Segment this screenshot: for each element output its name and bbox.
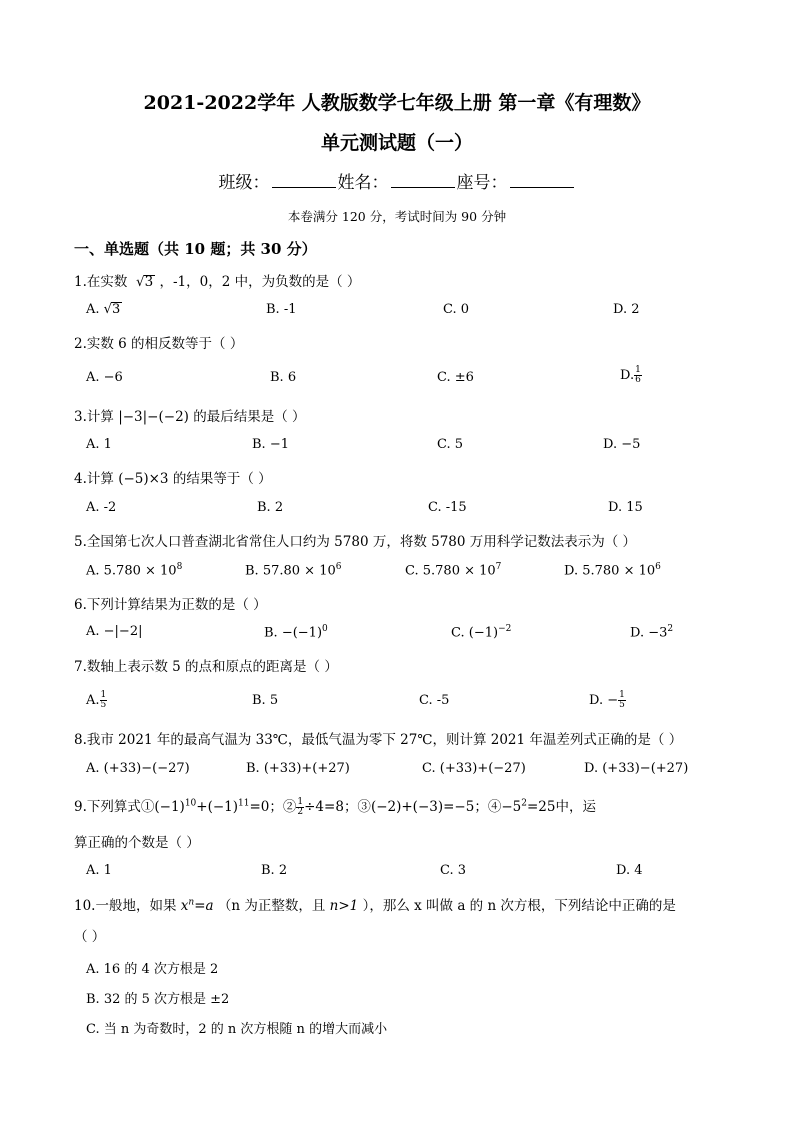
name-label: 姓名：: [337, 173, 389, 193]
q5-option-b[interactable]: B. $57.80 \times 10^6$: [245, 562, 342, 579]
q6-option-c[interactable]: C. $(-1)^{-2}$: [451, 624, 512, 641]
q9-option-d[interactable]: D. 4: [616, 863, 643, 878]
student-info-line: [0, 168, 794, 193]
q3-option-b[interactable]: B. −1: [252, 437, 289, 452]
question-1-stem: 1.在实数: [74, 274, 128, 290]
question-8: 8.我市 2021 年的最高气温为 33℃，最低气温为零下 27℃，则计算 2021 年温差列式正确的是（ ）: [74, 732, 683, 748]
q8-option-d[interactable]: D. (+33)−(+27): [584, 761, 689, 776]
q7-option-c[interactable]: C. -5: [419, 693, 450, 708]
q6-option-d[interactable]: D. $-3^2$: [630, 624, 674, 641]
q3-option-d[interactable]: D. −5: [603, 437, 641, 452]
q1-option-b[interactable]: B. -1: [266, 302, 297, 317]
exam-subtitle: 单元测试题（一）: [320, 132, 473, 154]
question-4: 4.计算 (−5)×3 的结果等于（ ）: [74, 471, 272, 487]
q4-option-d[interactable]: D. 15: [608, 500, 643, 515]
exam-info: 本卷满分 120 分，考试时间为 90 分钟: [287, 209, 507, 224]
question-5: 5.全国第七次人口普查湖北省常住人口约为 5780 万，将数 5780 万用科学记数法表示为（ ）: [74, 534, 637, 550]
seat-blank[interactable]: [510, 172, 574, 188]
section-title: 一、单选题（共 10 题；共 30 分）: [74, 240, 317, 258]
question-1: 1.在实数 √3 ，-1，0，2 中，为负数的是（ ）: [74, 274, 361, 290]
question-6: 6.下列计算结果为正数的是（ ）: [74, 597, 267, 613]
q3-expression: |−3|−(−2): [118, 409, 189, 425]
question-2: 2.实数 6 的相反数等于（ ）: [74, 336, 244, 352]
question-1-stem-end: ，-1，0，2 中，为负数的是（ ）: [159, 274, 361, 290]
sqrt-3: 3: [144, 274, 154, 290]
q4-option-c[interactable]: C. -15: [428, 500, 467, 515]
question-10-line-2: （ ）: [74, 929, 106, 945]
q6-option-a[interactable]: A. −|−2|: [86, 624, 143, 639]
q1-option-a[interactable]: A. √3: [86, 302, 121, 317]
q1-option-d[interactable]: D. 2: [613, 302, 640, 317]
q3-option-c[interactable]: C. 5: [437, 437, 464, 452]
q5-option-d[interactable]: D. $5.780 \times 10^6$: [564, 562, 661, 579]
q8-option-a[interactable]: A. (+33)−(−27): [86, 761, 190, 776]
class-label: 班级：: [218, 173, 270, 193]
name-blank[interactable]: [391, 172, 455, 188]
question-7: 7.数轴上表示数 5 的点和原点的距离是（ ）: [74, 659, 338, 675]
q1-option-c[interactable]: C. 0: [443, 302, 470, 317]
question-9-line-1: 9.下列算式$①(-1)^{10}+(-1)^{11}=0$；② $\frac{1}{2}$ ÷4=8；③(−2)+(−3)=−5；$④-5^2=25$中，运: [74, 797, 596, 817]
question-9-line-2: 算正确的个数是（ ）: [74, 835, 200, 851]
q4-option-b[interactable]: B. 2: [257, 500, 284, 515]
q9-option-c[interactable]: C. 3: [440, 863, 467, 878]
exam-title: 2021-2022学年 人教版数学七年级上册 第一章《有理数》: [143, 92, 651, 114]
q9-option-b[interactable]: B. 2: [261, 863, 288, 878]
question-10-line-1: 10.一般地，如果 $x^n=a$ （n 为正整数，且 n>1 ），那么 x 叫做 a 的 n 次方根，下列结论中正确的是: [74, 897, 676, 914]
q5-option-c[interactable]: C. $5.780 \times 10^7$: [405, 562, 502, 579]
question-3: 3.计算 |−3|−(−2) 的最后结果是（ ）: [74, 409, 306, 425]
q10-option-a[interactable]: A. 16 的 4 次方根是 2: [86, 962, 219, 977]
q7-option-b[interactable]: B. 5: [252, 693, 279, 708]
q2-option-d[interactable]: D. $\frac{1}{6}$: [620, 365, 641, 385]
q6-option-b[interactable]: B. $-(-1)^0$: [264, 624, 328, 641]
q2-option-b[interactable]: B. 6: [270, 370, 297, 385]
q2-option-c[interactable]: C. ±6: [437, 370, 474, 385]
q9-option-a[interactable]: A. 1: [86, 863, 112, 878]
seat-label: 座号：: [456, 173, 508, 193]
q4-expression: (−5)×3: [118, 471, 169, 487]
q8-option-c[interactable]: C. (+33)+(−27): [422, 761, 526, 776]
q3-option-a[interactable]: A. 1: [86, 437, 112, 452]
class-blank[interactable]: [272, 172, 336, 188]
q8-option-b[interactable]: B. (+33)+(+27): [246, 761, 350, 776]
q2-option-a[interactable]: A. −6: [86, 370, 123, 385]
q5-option-a[interactable]: A. $5.780 \times 10^8$: [86, 562, 183, 579]
q7-option-a[interactable]: A. $\frac{1}{5}$: [86, 690, 107, 710]
q4-option-a[interactable]: A. -2: [86, 500, 117, 515]
q10-option-c[interactable]: C. 当 n 为奇数时，2 的 n 次方根随 n 的增大而减小: [86, 1022, 388, 1037]
q10-option-b[interactable]: B. 32 的 5 次方根是 ±2: [86, 992, 230, 1007]
q7-option-d[interactable]: D. − $\frac{1}{5}$: [589, 690, 625, 710]
